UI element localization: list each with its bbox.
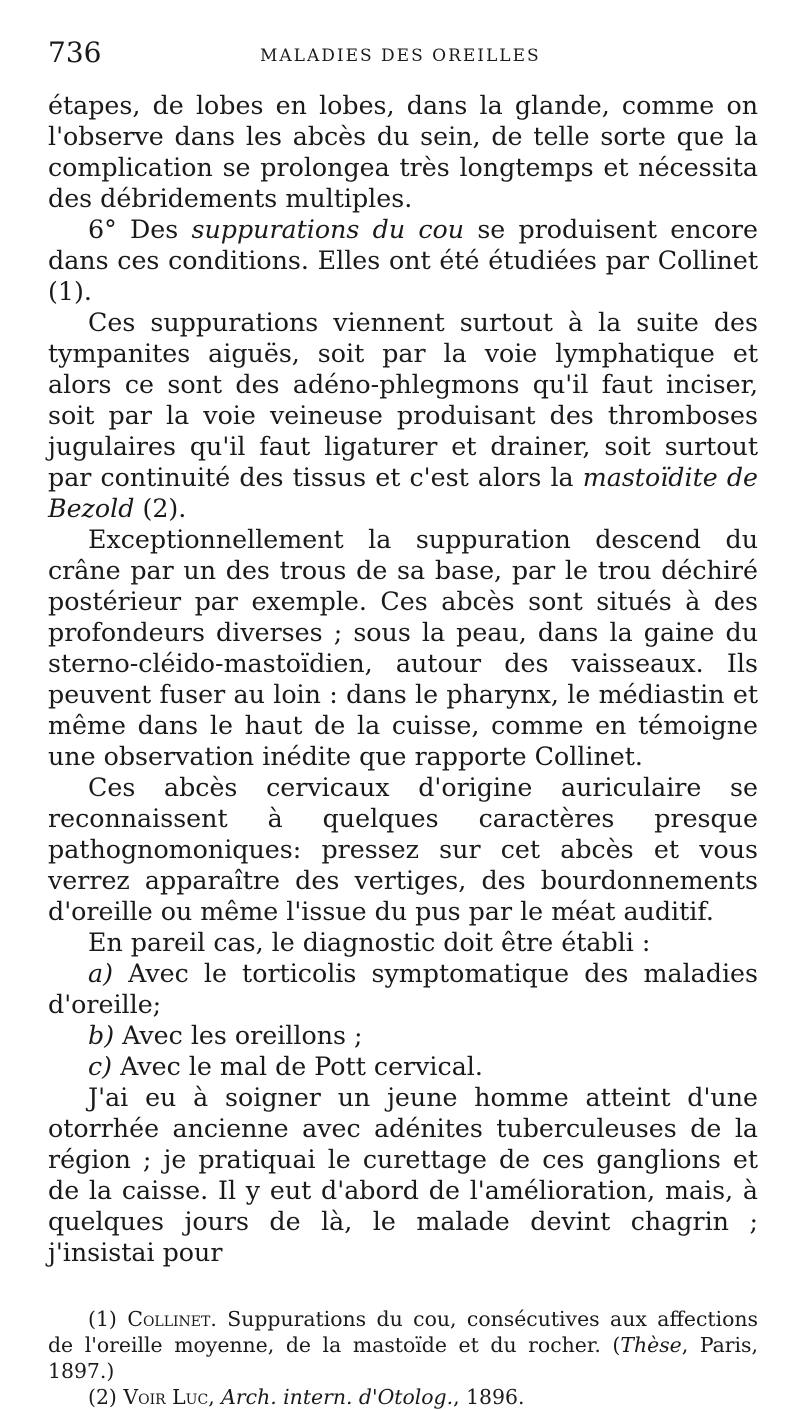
footnotes (48, 1306, 758, 1410)
list-letter: c) (88, 1052, 113, 1081)
footnote-mark: (2) (88, 1385, 117, 1409)
footnote-text: Voir (123, 1385, 166, 1409)
paragraph (48, 214, 758, 307)
body-text (48, 90, 758, 1268)
italic-term: mastoïdite de Bezold (48, 463, 758, 523)
paragraph-text: étapes, de lobes en lobes, dans la glande, comme on l'observe dans les abcès du sein, de telle sorte que la complication se prolongea très longtemps et nécessita des débridements multiples. (48, 91, 758, 213)
page-number: 736 (48, 36, 102, 69)
footnote-text: , 1896. (453, 1385, 525, 1409)
list-item (48, 958, 758, 1020)
paragraph (48, 1082, 758, 1268)
paragraph-text: Ces abcès cervicaux d'origine auriculaire se reconnaissent à quelques caractères presque pathognomoniques: pressez sur cet abcès et vous verrez apparaître des vertiges, des bourdonnements d'oreille ou même l'issue du pus par le méat auditif. (48, 773, 758, 926)
paragraph-text: J'ai eu à soigner un jeune homme atteint d'une otorrhée ancienne avec adénites tuberculeuses de la région ; je pratiquai le curettage de ces ganglions et de la caisse. Il y eut d'abord de l'amélioration, mais, à quelques jours de là, le malade devint chagrin ; j'insistai pour (48, 1083, 758, 1267)
paragraph (48, 927, 758, 958)
page-header (48, 32, 758, 90)
list-item-text: Avec le torticolis symptomatique des maladies d'oreille; (48, 959, 758, 1019)
paragraph-text: En pareil cas, le diagnostic doit être établi : (88, 928, 651, 957)
paragraph (48, 772, 758, 927)
list-item-text: Avec le mal de Pott cervical. (112, 1052, 483, 1081)
italic-term: suppurations du cou (191, 215, 465, 244)
list-letter: a) (88, 959, 113, 988)
list-item (48, 1020, 758, 1051)
paragraph-text: Exceptionnellement la suppuration descend du crâne par un des trous de sa base, par le trou déchiré postérieur par exemple. Ces abcès sont situés à des profondeurs diverses ; sous la peau, dans la gaine du sterno-cléido-mastoïdien, autour des vaisseaux. Ils peuvent fuser au loin : dans le pharynx, le médiastin et même dans le haut de la cuisse, comme en témoigne une observation inédite que rapporte Collinet. (48, 525, 758, 771)
footnote-author: Collinet (127, 1307, 211, 1331)
paragraph-text: 6° Des (88, 215, 192, 244)
footnote-italic: Arch. intern. d'Otolog. (221, 1385, 454, 1409)
footnote-text: . Suppurations du cou, consécutives aux affections de l'oreille moyenne, de la mastoïde et du rocher. ( (48, 1307, 759, 1357)
paragraph (48, 90, 758, 214)
footnote-2 (48, 1384, 758, 1410)
paragraph-text: Ces suppurations viennent surtout à la suite des tympanites aiguës, soit par la voie lymphatique et alors ce sont des adéno-phlegmons qu'il faut inciser, soit par la voie veineuse produisant des thromboses jugulaires qu'il faut ligaturer et drainer, soit surtout par continuité des tissus et c'est alors la (48, 308, 758, 492)
footnote-mark: (1) (88, 1307, 117, 1331)
paragraph (48, 524, 758, 772)
paragraph-text: se produisent encore dans ces conditions. Elles ont été étudiées par Collinet (1). (48, 215, 758, 306)
list-item-text: Avec les oreillons ; (114, 1021, 363, 1050)
running-head: MALADIES DES OREILLES (260, 46, 541, 66)
list-letter: b) (88, 1021, 115, 1050)
footnote-1 (48, 1306, 758, 1384)
paragraph (48, 307, 758, 524)
paragraph-text: (2). (134, 494, 187, 523)
footnote-italic: Thèse (620, 1333, 682, 1357)
footnote-author: Luc (172, 1385, 209, 1409)
list-item (48, 1051, 758, 1082)
footnote-text: , (208, 1385, 222, 1409)
footnote-text: , Paris, 1897.) (48, 1333, 759, 1383)
